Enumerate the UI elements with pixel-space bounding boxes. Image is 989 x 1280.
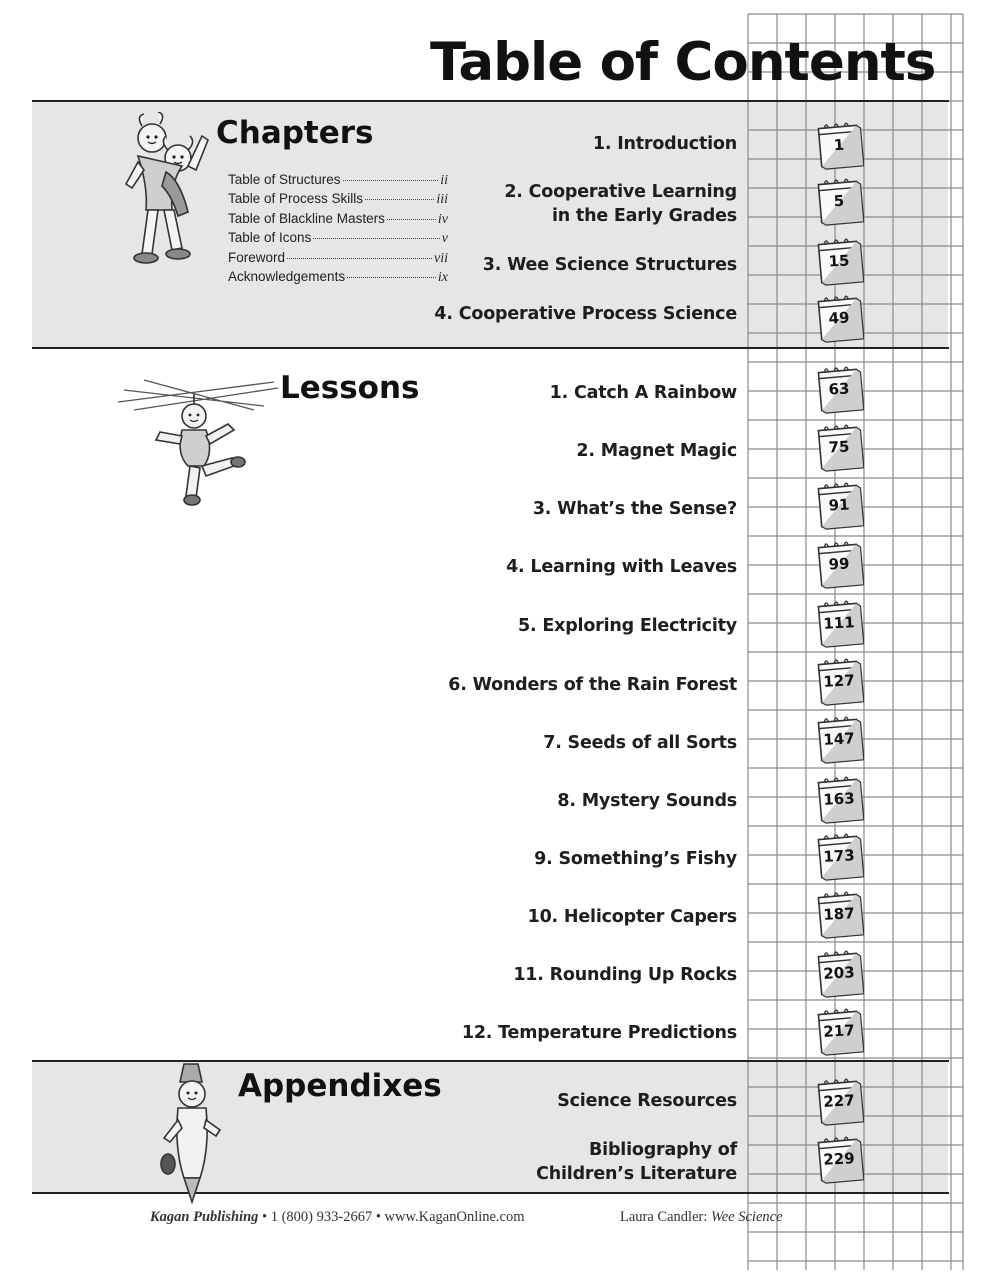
page-number: 173: [822, 846, 856, 866]
entry-title-line: 8. Mystery Sounds: [557, 791, 737, 811]
page-number: 15: [828, 251, 850, 271]
page-number: 187: [822, 904, 856, 924]
front-matter-page: iv: [437, 211, 448, 227]
leader-dots: [287, 258, 432, 259]
page-number: 227: [822, 1091, 856, 1111]
lesson-entry[interactable]: [557, 789, 737, 813]
title-rule: [32, 100, 949, 102]
page-number: 99: [828, 554, 850, 574]
page-number: 163: [822, 789, 856, 809]
leader-dots: [343, 180, 439, 181]
calendar-tab-icon: [812, 366, 864, 414]
lesson-entry[interactable]: [576, 439, 737, 463]
publisher-contact: • 1 (800) 933-2667 • www.KaganOnline.com: [258, 1209, 525, 1225]
chapter-entry[interactable]: [483, 253, 737, 277]
calendar-tab-icon: [812, 1008, 864, 1056]
calendar-tab-icon: [812, 833, 864, 881]
calendar-tab-icon: [812, 776, 864, 824]
footer-publisher: [150, 1209, 525, 1226]
chapter-entry[interactable]: [434, 302, 737, 326]
entry-title-line: 6. Wonders of the Rain Forest: [448, 675, 737, 695]
lessons-heading: Lessons: [280, 370, 420, 406]
entry-title-line: 5. Exploring Electricity: [518, 616, 737, 636]
lesson-entry[interactable]: [543, 731, 737, 755]
appendixe-entry[interactable]: [536, 1138, 737, 1186]
footer-credit: [620, 1209, 783, 1226]
page-number: 217: [822, 1021, 856, 1041]
calendar-tab-icon: [812, 716, 864, 764]
front-matter-page: v: [441, 231, 448, 247]
lesson-entry[interactable]: [506, 555, 737, 579]
front-matter-item[interactable]: [228, 269, 448, 288]
author-name: Laura Candler:: [620, 1209, 711, 1225]
lesson-entry[interactable]: [462, 1021, 737, 1045]
front-matter-page: vii: [434, 250, 448, 266]
lesson-entry[interactable]: [533, 497, 737, 521]
entry-title-line: 4. Learning with Leaves: [506, 557, 737, 577]
calendar-tab-icon: [812, 482, 864, 530]
lesson-entry[interactable]: [448, 673, 737, 697]
entry-title-line: 12. Temperature Predictions: [461, 1023, 737, 1043]
entry-title-line: Children’s Literature: [536, 1164, 737, 1184]
entry-title-line: 9. Something’s Fishy: [534, 849, 737, 869]
calendar-tab-icon: [812, 295, 864, 343]
chapters-bottom-rule: [32, 347, 949, 349]
calendar-tab-icon: [812, 238, 864, 286]
leader-dots: [313, 238, 439, 239]
entry-title-line: 4. Cooperative Process Science: [434, 304, 737, 324]
calendar-tab-icon: [812, 600, 864, 648]
entry-title-line: 1. Introduction: [592, 134, 737, 154]
appendixe-entry[interactable]: [557, 1089, 737, 1113]
chapter-entry[interactable]: [593, 132, 737, 156]
page-number: 127: [822, 671, 856, 691]
front-matter-page: iii: [436, 192, 448, 208]
front-matter-label: Table of Icons: [228, 230, 312, 246]
lesson-entry[interactable]: [528, 905, 737, 929]
page-number: 229: [822, 1149, 856, 1169]
page-number: 5: [833, 191, 845, 211]
front-matter-label: Table of Structures: [228, 172, 341, 187]
calendar-tab-icon: [812, 1136, 864, 1184]
front-matter-item[interactable]: [228, 250, 448, 269]
calendar-tab-icon: [812, 424, 864, 472]
pencil-kid-icon: [156, 1060, 228, 1206]
entry-title-line: 2. Cooperative Learning: [504, 182, 737, 202]
page-number: 91: [828, 495, 850, 515]
entry-title-line: Science Resources: [557, 1091, 737, 1111]
entry-title-line: in the Early Grades: [551, 206, 737, 226]
page-number: 63: [828, 379, 850, 399]
front-matter-list: [228, 172, 448, 288]
page-number: 147: [822, 729, 856, 749]
lesson-entry[interactable]: [513, 963, 737, 987]
chapters-heading: Chapters: [216, 115, 374, 151]
calendar-tab-icon: [812, 950, 864, 998]
front-matter-page: ii: [440, 173, 448, 188]
chapter-entry[interactable]: [504, 180, 737, 228]
lesson-entry[interactable]: [550, 381, 737, 405]
page-number: 203: [822, 963, 856, 983]
front-matter-item[interactable]: [228, 230, 448, 249]
lesson-entry[interactable]: [518, 614, 737, 638]
leader-dots: [387, 219, 436, 220]
calendar-tab-icon: [812, 122, 864, 170]
page-number: 111: [822, 613, 856, 633]
front-matter-item[interactable]: [228, 172, 448, 191]
page-number: 1: [833, 135, 845, 155]
front-matter-page: ix: [437, 269, 448, 285]
girl-mascot-icon: [118, 112, 210, 272]
entry-title-line: 3. Wee Science Structures: [482, 255, 737, 275]
entry-title-line: 1. Catch A Rainbow: [549, 383, 737, 403]
lesson-entry[interactable]: [534, 847, 737, 871]
publisher-name: Kagan Publishing: [150, 1209, 259, 1225]
entry-title-line: 10. Helicopter Capers: [527, 907, 737, 927]
book-title: Wee Science: [711, 1209, 783, 1225]
leader-dots: [347, 277, 436, 278]
leader-dots: [365, 199, 434, 200]
entry-title-line: 11. Rounding Up Rocks: [513, 965, 737, 985]
front-matter-label: Acknowledgements: [228, 268, 346, 284]
front-matter-label: Table of Blackline Masters: [228, 210, 385, 226]
calendar-tab-icon: [812, 658, 864, 706]
calendar-tab-icon: [812, 541, 864, 589]
front-matter-item[interactable]: [228, 211, 448, 230]
front-matter-item[interactable]: [228, 191, 448, 210]
front-matter-label: Table of Process Skills: [228, 191, 364, 207]
front-matter-label: Foreword: [228, 249, 286, 265]
calendar-tab-icon: [812, 891, 864, 939]
appendixes-heading: Appendixes: [238, 1068, 442, 1104]
helicopter-kid-icon: [114, 366, 284, 514]
entry-title-line: 2. Magnet Magic: [576, 441, 737, 461]
calendar-tab-icon: [812, 178, 864, 226]
entry-title-line: Bibliography of: [589, 1140, 737, 1160]
page-title: Table of Contents: [430, 32, 936, 93]
calendar-tab-icon: [812, 1078, 864, 1126]
entry-title-line: 3. What’s the Sense?: [532, 499, 737, 519]
page-number: 75: [828, 437, 850, 457]
page-number: 49: [828, 308, 850, 328]
entry-title-line: 7. Seeds of all Sorts: [543, 733, 737, 753]
